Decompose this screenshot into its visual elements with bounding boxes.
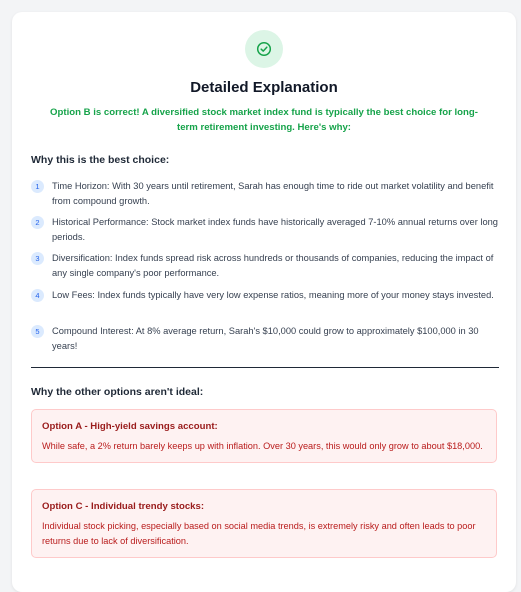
alert-title: Option A - High-yield savings account: bbox=[42, 421, 218, 432]
alert-body: Individual stock picking, especially based on social media trends, is extremely risky and often leads to poor returns due to lack of diversification. bbox=[42, 521, 476, 546]
list-item-text: Time Horizon: With 30 years until retirement, Sarah has enough time to ride out market volatility and benefit from compound growth. bbox=[52, 181, 494, 206]
check-circle-icon bbox=[256, 41, 272, 57]
option-a-alert bbox=[31, 409, 497, 463]
number-badge: 2 bbox=[31, 216, 44, 229]
result-summary: Option B is correct! A diversified stock market index fund is typically the best choice for long-term retirement investing. Here's why: bbox=[50, 107, 478, 133]
list-item-text: Historical Performance: Stock market index funds have historically averaged 7-10% annual returns over long periods. bbox=[52, 217, 498, 242]
alert-title: Option C - Individual trendy stocks: bbox=[42, 501, 205, 512]
list-item bbox=[31, 288, 501, 303]
number-badge: 4 bbox=[31, 289, 44, 302]
list-item bbox=[31, 324, 501, 354]
list-item bbox=[31, 251, 501, 281]
number-badge: 3 bbox=[31, 252, 44, 265]
list-item-text: Diversification: Index funds spread risk across hundreds or thousands of companies, reducing the impact of any single company's poor performance. bbox=[52, 253, 494, 278]
explanation-card bbox=[12, 12, 516, 592]
list-item bbox=[31, 215, 501, 245]
alert-body: While safe, a 2% return barely keeps up with inflation. Over 30 years, this would only grow to about $18,000. bbox=[42, 441, 483, 451]
number-badge: 1 bbox=[31, 180, 44, 193]
page-title: Detailed Explanation bbox=[190, 79, 338, 96]
list-item bbox=[31, 179, 501, 209]
section-divider bbox=[31, 367, 499, 368]
list-item-text: Low Fees: Index funds typically have very low expense ratios, meaning more of your money stays invested. bbox=[52, 290, 494, 300]
best-choice-heading: Why this is the best choice: bbox=[31, 154, 170, 166]
list-item-text: Compound Interest: At 8% average return, Sarah's $10,000 could grow to approximately $100,000 in 30 years! bbox=[52, 326, 479, 351]
success-badge bbox=[245, 30, 283, 68]
number-badge: 5 bbox=[31, 325, 44, 338]
option-c-alert bbox=[31, 489, 497, 558]
other-options-heading: Why the other options aren't ideal: bbox=[31, 386, 204, 398]
